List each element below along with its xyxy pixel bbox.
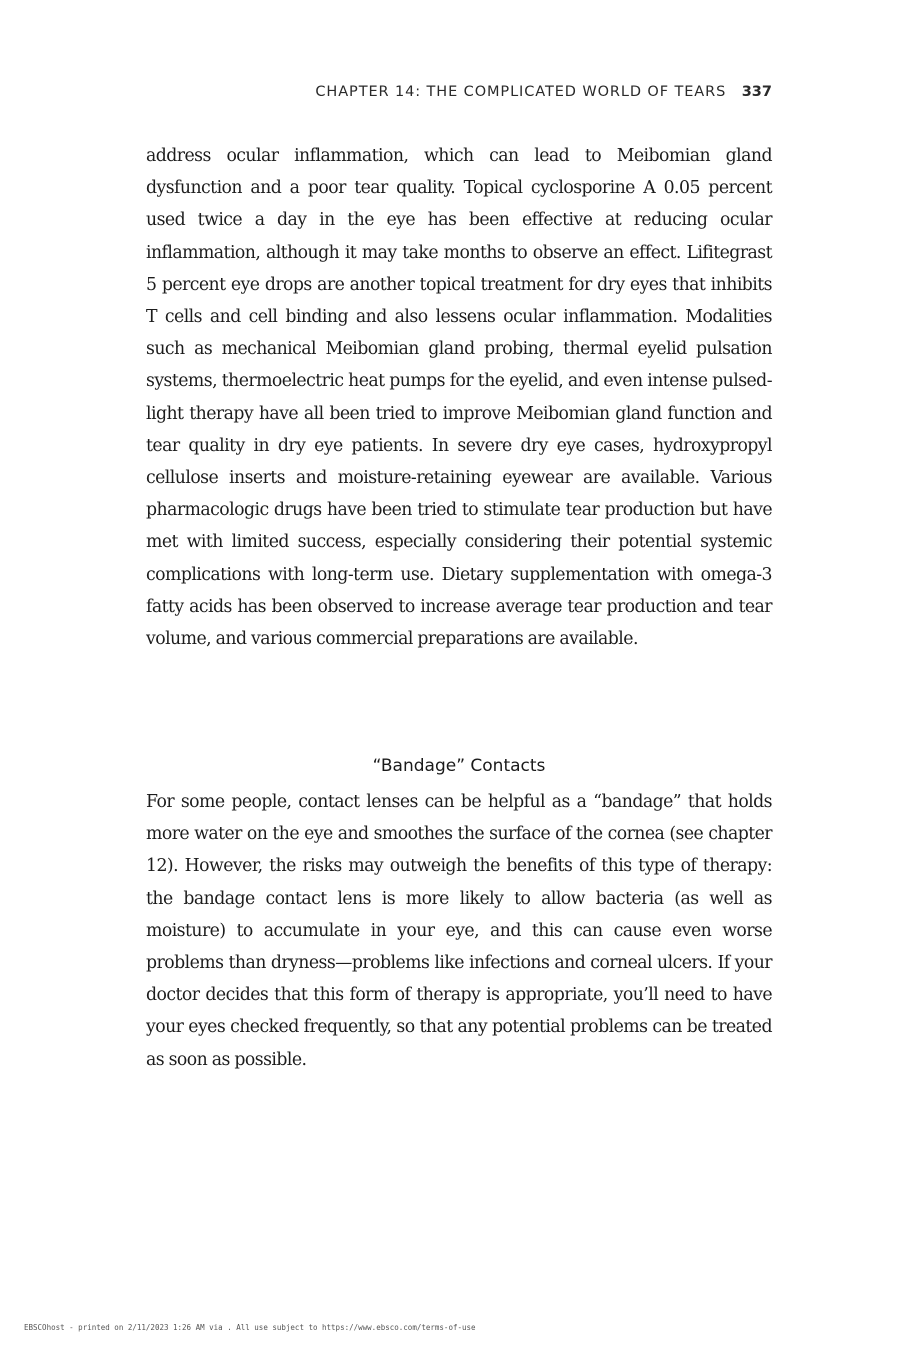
section-heading: “Bandage” Contacts (372, 756, 546, 776)
body-paragraph: For some people, contact lenses can be helpful as a “bandage” that holds more water on the eye and smoothes the surface of the cornea (see chapter 12). However, the risks may outweigh the benefits of this type of therapy: the bandage contact lens is more likely to allow bacteria (as well as moisture) to accumulate in your eye, and this can cause even worse problems than dryness—problems like infections and corneal ulcers. If your doctor decides that this form of therapy is appropriate, you’ll need to have your eyes checked frequently, so that any potential problems can be treated as soon as possible. (146, 792, 772, 1070)
print-footer: EBSCOhost - printed on 2/11/2023 1:26 AM via . All use subject to https://www.ebsco.com/terms-of-use (24, 1323, 476, 1332)
body-paragraph: address ocular inflammation, which can lead to Meibomian gland dysfunction and a poor tear quality. Topical cyclosporine A 0.05 percent used twice a day in the eye has been effective at reducing ocular inflammation, although it may take months to observe an effect. Lifitegrast 5 percent eye drops are another topical treatment for dry eyes that inhibits T cells and cell binding and also lessens ocular inflammation. Modalities such as mechanical Meibomian gland probing, thermal eyelid pulsation systems, thermoelectric heat pumps for the eyelid, and even intense pulsed-light therapy have all been tried to improve Meibomian gland function and tear quality in dry eye patients. In severe dry eye cases, hydroxypropyl cellulose inserts and moisture-retaining eyewear are available. Various pharmacologic drugs have been tried to stimulate tear production but have met with limited success, especially considering their potential systemic complications with long-term use. Dietary supplementation with omega-3 fatty acids has been observed to increase average tear production and tear volume, and various commercial preparations are available. (146, 146, 772, 650)
chapter-title: CHAPTER 14: THE COMPLICATED WORLD OF TEARS (315, 84, 727, 100)
page-number: 337 (741, 84, 772, 100)
running-head (315, 84, 772, 100)
